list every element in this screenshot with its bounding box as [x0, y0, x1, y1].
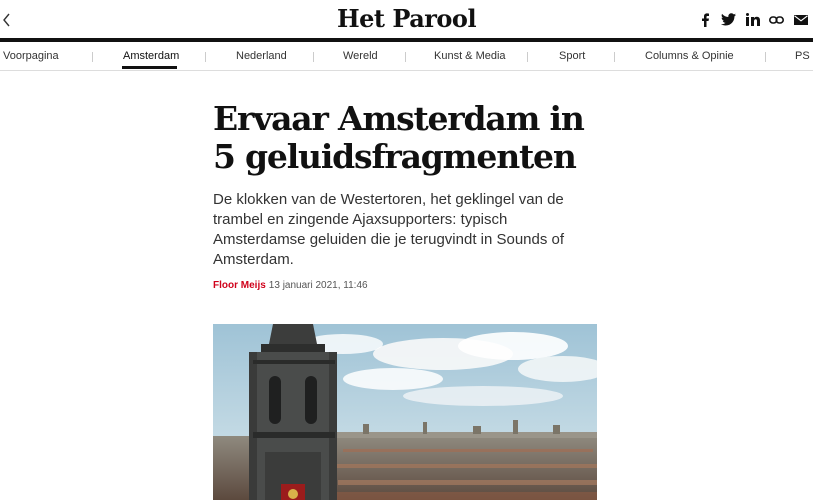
nav-divider	[313, 52, 314, 62]
logo[interactable]	[0, 4, 813, 33]
nav-item-columns-opinie[interactable]: Columns & Opinie	[645, 50, 734, 62]
nav-bottom-divider	[0, 70, 813, 71]
linkedin-icon	[746, 13, 760, 26]
byline	[213, 280, 368, 291]
nav-item-wereld[interactable]: Wereld	[343, 50, 378, 62]
nav-item-sport[interactable]: Sport	[559, 50, 586, 62]
nav-item-nederland[interactable]: Nederland	[236, 50, 287, 62]
nav-item-ps[interactable]: PS	[795, 50, 810, 62]
mail-icon	[794, 15, 808, 25]
nav-divider	[527, 52, 528, 62]
westertoren-photo	[213, 324, 597, 500]
article-intro: De klokken van de Westertoren, het geklingel van de trambel en zingende Ajaxsupporters: typisch Amsterdamse geluiden die je terugvindt in Sounds of Amsterdam.	[213, 191, 565, 268]
author-link[interactable]: Floor Meijs	[213, 280, 266, 291]
nav-active-indicator	[122, 66, 177, 69]
nav-item-voorpagina[interactable]: Voorpagina	[3, 50, 59, 62]
mail-share-button[interactable]	[792, 11, 809, 28]
publish-date: 13 januari 2021, 11:46	[268, 280, 368, 291]
nav-divider	[765, 52, 766, 62]
nav-item-kunst-media[interactable]: Kunst & Media	[434, 50, 506, 62]
share-bar	[696, 11, 809, 28]
copy-link-button[interactable]	[768, 11, 785, 28]
hero-image[interactable]	[213, 324, 597, 500]
facebook-icon	[700, 13, 710, 27]
section-nav	[0, 42, 813, 70]
nav-item-amsterdam[interactable]: Amsterdam	[123, 50, 180, 62]
nav-divider	[92, 52, 93, 62]
link-icon	[769, 15, 784, 25]
twitter-icon	[721, 13, 736, 26]
linkedin-share-button[interactable]	[744, 11, 761, 28]
article-headline: Ervaar Amsterdam in 5 geluidsfragmenten	[213, 99, 584, 176]
nav-divider	[614, 52, 615, 62]
facebook-share-button[interactable]	[696, 11, 713, 28]
twitter-share-button[interactable]	[720, 11, 737, 28]
logo-text: Het Parool	[336, 4, 477, 33]
top-bar	[0, 0, 813, 38]
nav-divider	[405, 52, 406, 62]
nav-divider	[205, 52, 206, 62]
